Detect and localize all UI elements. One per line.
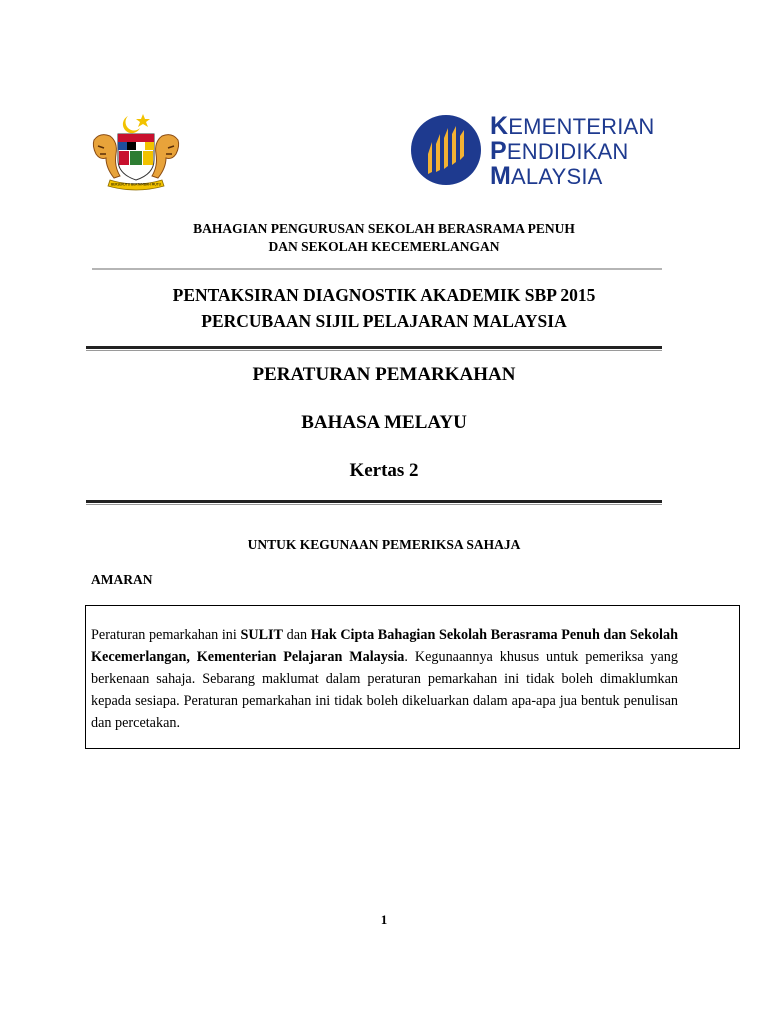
ministry-wordmark: KEMENTERIAN PENDIDIKAN MALAYSIA xyxy=(490,112,655,190)
ministry-logo xyxy=(410,112,680,190)
warning-text: Peraturan pemarkahan ini SULIT dan Hak Cipta Bahagian Sekolah Berasrama Penuh dan Sekolah Kecemerlangan, Kementerian Pelajaran Malaysia. Kegunaannya khusus untuk pemeriksa yang berkenaan sahaja. Sebarang maklumat dalam peraturan pemarkahan ini tidak boleh dimaklumkan kepada sesiapa. Peraturan pemarkahan ini tidak boleh dikeluarkan dalam apa-apa jua bentuk penulisan dan percetakan. xyxy=(91,627,678,731)
exam-heading xyxy=(0,282,768,334)
document-title: PERATURAN PEMARKAHAN xyxy=(252,364,516,385)
sulit-emphasis: SULIT xyxy=(240,627,284,643)
warning-label: AMARAN xyxy=(91,572,153,587)
warning-box xyxy=(85,605,740,749)
subject-title: BAHASA MELAYU xyxy=(301,412,467,433)
for-examiner-use-notice: UNTUK KEGUNAAN PEMERIKSA SAHAJA xyxy=(247,537,521,552)
page-number: 1 xyxy=(380,912,388,927)
coat-of-arms-logo xyxy=(88,110,184,192)
exam-line-2: PERCUBAAN SIJIL PELAJARAN MALAYSIA xyxy=(201,311,567,331)
divider-thin xyxy=(92,268,662,270)
exam-line-1: PENTAKSIRAN DIAGNOSTIK AKADEMIK SBP 2015 xyxy=(172,285,596,305)
crest-motto: BERSEKUTU BERTAMBAH MUTU xyxy=(110,182,162,187)
organization-line-1: BAHAGIAN PENGURUSAN SEKOLAH BERASRAMA PENUH xyxy=(193,221,575,236)
divider-thick-top xyxy=(86,346,662,349)
copyright-emphasis: Hak Cipta Bahagian Sekolah Berasrama Penuh dan Sekolah Kecemerlangan, Kementerian Pelajaran Malaysia xyxy=(91,627,678,665)
organization-heading xyxy=(0,220,768,256)
paper-number: Kertas 2 xyxy=(349,460,419,481)
ministry-emblem-icon xyxy=(410,114,482,186)
divider-thick-bottom xyxy=(86,500,662,503)
organization-line-2: DAN SEKOLAH KECEMERLANGAN xyxy=(268,239,500,254)
